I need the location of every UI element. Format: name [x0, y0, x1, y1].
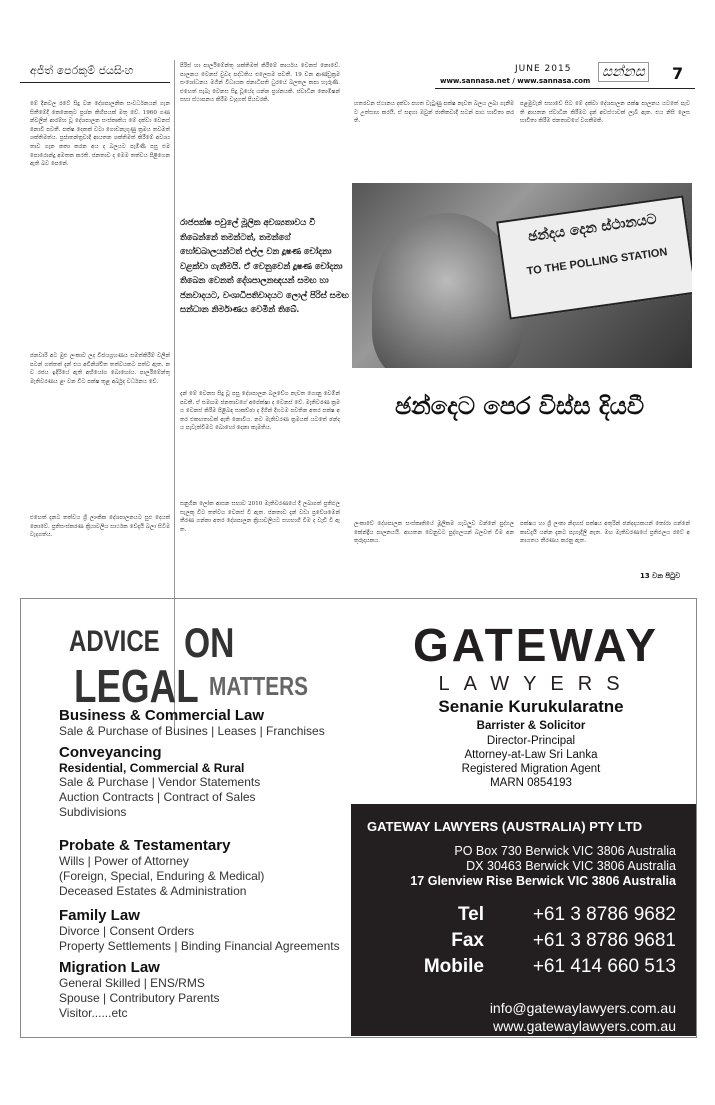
column-1-paragraph-3: එහෙත් දැනට තත්වය ශ්‍රී ලාංකික දේශපාලනයට සුළු දෙයක් නොවේ. ප්‍රතිසංස්කරණ ක්‍රියාවලිය සාර්ථක වේදැයි බලා සිටීම වැදගත්ය.: [30, 515, 170, 539]
column-2-paragraph-1: පිරිස් හා පාර්ලිමේන්තු ශක්තිමත් කිරීමේ කාර්යය වෙනස් නොවේ. පාලනය වෙනස් වුවද පද්ධතිය එලෙසම පවතී. 19 වන ආණ්ඩුක්‍රම සංශෝධනය මගින් විධායක ජනාධිපති ධුරයේ බලතල කපා හැරුණි. එහෙත් සැබෑ වෙනස සිදු වූයේද යන්න ප්‍රශ්නයකි. ස්වාධීන කොමිෂන් සභා ස්ථාපනය කිරීම වැදගත් පියවරකි.: [180, 63, 340, 104]
brand-logo: [401, 621, 671, 696]
phone-label: Fax: [451, 930, 484, 951]
pull-quote: රාජපක්ෂ පවුලේ මූලික අවශ්‍යතාවය වී තිබෙන්නේ තමන්ටත්, තමන්ගේ හෝඩබාලයන්ටත් එල්ල වන දූෂණ චෝදනා වළක්වා ගැනීමයි. ඒ වෙනුවෙන් දූෂණ චෝදනා තිබෙන වෙනත් දේශපාලනඥයන් සමඟ හා ජනවාදයට, වංශාධිපතිවාදයට ලොල් පිරිස් සමඟ සන්ධාන නිර්මාණය වෙමින් තිබේ.: [180, 217, 349, 314]
lawyer-detail: MARN 0854193: [490, 777, 572, 789]
service-probate: [59, 837, 264, 899]
lawyer-profile: [381, 697, 681, 790]
service-line: Subdivisions: [59, 805, 127, 819]
address-line: PO Box 730 Berwick VIC 3806 Australia: [454, 844, 676, 858]
gateway-lawyers-ad: [20, 598, 697, 1038]
address-line: 17 Glenview Rise Berwick VIC 3806 Australia: [410, 874, 676, 888]
phone-number[interactable]: +61 3 8786 9681: [532, 930, 676, 951]
service-line: Property Settlements | Binding Financial Agreements: [59, 939, 340, 953]
ad-headline: [69, 619, 349, 711]
service-line: Wills | Power of Attorney: [59, 854, 189, 868]
brand-name: GATEWAY: [413, 619, 659, 671]
service-conveyancing: [59, 744, 260, 820]
header-rule-right: [435, 88, 695, 89]
service-title: Conveyancing: [59, 744, 162, 761]
service-title: Probate & Testamentary: [59, 837, 231, 854]
author-byline: අජිත් පෙරකුම් ජයසිංහ: [30, 64, 134, 77]
service-line: Visitor......etc: [59, 1006, 128, 1020]
service-line: Divorce | Consent Orders: [59, 924, 195, 938]
service-line: (Foreign, Special, Enduring & Medical): [59, 869, 265, 883]
phone-number[interactable]: +61 3 8786 9682: [532, 904, 676, 925]
column-3-paragraph-1: හතරවන ස්ථානය දක්වා පහත වැටුණු පක්ෂ නැවත බලය ලබා ගැනීමට උත්සාහ කරයි. ඒ සඳහා ඔවුන් ජාතිකවාදී සටන් පාඨ භාවිතා කරති.: [354, 101, 514, 125]
headline-legal: LEGAL: [74, 660, 199, 712]
lawyer-role: Barrister & Solicitor: [476, 720, 586, 732]
lawyer-detail: Registered Migration Agent: [461, 763, 601, 775]
service-title: Family Law: [59, 907, 140, 924]
service-line: Sale & Purchase of Busines | Leases | Franchises: [59, 724, 325, 738]
company-name: GATEWAY LAWYERS (AUSTRALIA) PTY LTD: [367, 819, 643, 834]
service-line: Spouse | Contributory Parents: [59, 991, 220, 1005]
headline-advice: ADVICE: [69, 625, 160, 658]
service-line: General Skilled | ENS/RMS: [59, 976, 205, 990]
photo-caption: ඡන්දෙට පෙර විස්ස දියවී: [395, 392, 645, 420]
polling-station-sign: [496, 195, 692, 319]
continued-marker: 13 වන පිටුව: [640, 572, 681, 580]
lawyer-detail: Attorney-at-Law Sri Lanka: [464, 749, 598, 761]
service-line: Deceased Estates & Administration: [59, 884, 247, 898]
headline-on: ON: [184, 619, 235, 666]
lawyer-name: Senanie Kurukularatne: [438, 697, 624, 716]
service-migration: [59, 959, 220, 1021]
article-photo: [352, 183, 692, 368]
service-business: [59, 707, 325, 739]
phone-label: Tel: [457, 904, 484, 925]
column-1-paragraph-2: ජනවාරි අට මුළු ලංකාව ලද විජයග්‍රහණය සමත්කිරීම් වලින් පටන් ගත්තත් දැන් එය අවිනිශ්චිත තත්වයකට පත්ව ඇත. නව රජය ඉදිරියේ ඇති අභියෝග බොහෝය. පාර්ලිමේන්තු මැතිවරණය ළං වන විට පක්ෂ තුළ අර්බුද වර්ධනය වේ.: [30, 353, 170, 385]
contact-panel: [351, 804, 696, 1036]
headline-matters: MATTERS: [209, 671, 308, 701]
column-3-paragraph-2: ලංකාවේ දේශපාලන සංස්කෘතියේ මූලිකම ගැටලුව වන්නේ පුද්ගල කේන්ද්‍රීය පාලනයයි. ආයතන වෙනුවට පුද්ගලයන් බලවත් වීම අනතුරුදායකය.: [354, 521, 514, 545]
lawyer-detail: Director-Principal: [486, 735, 576, 747]
address-line: DX 30463 Berwick VIC 3806 Australia: [466, 859, 676, 873]
brand-subtitle: LAWYERS: [438, 673, 634, 695]
column-4-paragraph-2: පක්ෂය හා ශ්‍රී ලංකා නිදහස් පක්ෂය අතුරින් ඡන්දදායකයන් තෝරා ගන්නේ කාවදැයි යන්න දැනට පැහැදිලි නැත. මහ මැතිවරණයේ ප්‍රතිඵලය රටේ අනාගතය තීරණය කරනු ඇත.: [520, 521, 690, 545]
sign-text-sinhala: ඡන්දය දෙන ස්ථානයට: [527, 211, 658, 246]
service-line: Sale & Purchase | Vendor Statements: [59, 775, 261, 789]
phone-label: Mobile: [423, 956, 484, 977]
website-link[interactable]: www.gatewaylawyers.com.au: [493, 1018, 676, 1034]
service-family: [59, 907, 340, 954]
header-websites: www.sannasa.net / www.sannasa.com: [440, 77, 591, 85]
service-line: Auction Contracts | Contract of Sales: [59, 790, 256, 804]
issue-date: JUNE 2015: [515, 64, 572, 74]
page-number: 7: [672, 64, 684, 83]
service-title: Business & Commercial Law: [59, 707, 265, 724]
header-rule-left: [20, 82, 170, 83]
service-subtitle: Residential, Commercial & Rural: [59, 761, 245, 775]
service-title: Migration Law: [59, 959, 160, 976]
column-2-paragraph-2: දැන් මේ වෙනස සිදු වූ පසු දේශපාලන බලවේග නැවත ගොනු වෙමින් පවතී. ඒ සමඟම ජනතාවගේ අපේක්ෂා ද වෙනස් වේ. මැතිවරණ ක්‍රමය වෙනස් කිරීම පිළිබඳ සාකච්ඡා ද දිගින් දිගටම පවතින අතර පක්ෂ අතර එකඟතාවක් ඇති නොවීය. නව මැතිවරණ ක්‍රමයක් යටතේ ඡන්දය පැවැත්වීමට බොහෝ දෙනා කැමතිය.: [180, 391, 340, 432]
column-2-paragraph-3: සනුගින ලෝක ආසන සභාව 2010 මැතිවරණයේ දී ලබාගත් ප්‍රතිඵල සැලකූ විට තත්වය වෙනස් වී ඇත. ජනතාව දැන් වඩා ප්‍රවේශමෙන් තීරණ ගන්නා අතර දේශපාලන ක්‍රියාවලියට සහභාගී වීම ද වැඩි වී ඇත.: [180, 501, 340, 533]
sign-text-english: TO THE POLLING STATION: [526, 246, 669, 278]
column-1-paragraph-1: මේ දිනවල රටේ සිදු වන දේශපාලනික සංවර්ධනයන් ගැන සිතීමේදී කෙනෙකුට ප්‍රශ්න කිහිපයක් මතු වේ. 1960 ගණන්වලින් ආරම්භ වූ දේශපාලන සංස්කෘතිය මේ දක්වා වෙනස් නොවී පවතී. පක්ෂ දෙකක් වටා ගොඩනැගුණු ක්‍රමය තවමත් ශක්තිමත්ය. ප්‍රජාතන්ත්‍රවාදී ආයතන ශක්තිමත් කිරීමේ අවශ්‍යතාව ගැන කතා කරන අය ද බලයට පැමිණි පසු එම පොරොන්දු අමතක කරති. ජනතාව ද මෙම තත්වය පිළිගෙන ඇති බව පෙනේ.: [30, 101, 170, 168]
column-4-paragraph-1: පළමුවැනි සභාවේ සිට මේ දක්වා දේශපාලන පක්ෂ පාලනය යටතේ පැවති ආයතන ස්වාධීන කිරීමට දැන් අවස්ථාවක් ලැබී ඇත. එය නිසි ලෙස භාවිතා කිරීම ජනතාවගේ වගකීමකි.: [520, 101, 690, 125]
masthead-logo: සන්නස: [598, 62, 649, 82]
phone-number[interactable]: +61 414 660 513: [532, 956, 676, 977]
email-link[interactable]: info@gatewaylawyers.com.au: [489, 1000, 676, 1016]
